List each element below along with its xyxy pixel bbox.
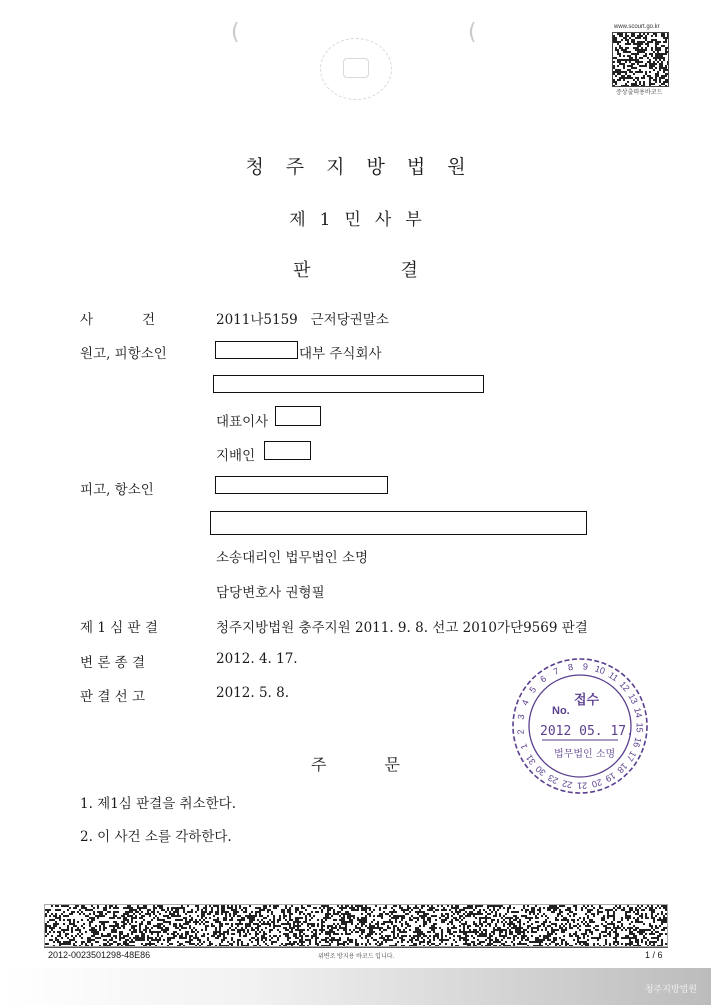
stamp-ring-number: 7 (551, 665, 561, 677)
stamp-ring-number: 5 (527, 684, 539, 695)
redaction-box (215, 476, 388, 494)
redaction-box (275, 406, 321, 426)
redaction-box (213, 375, 484, 393)
order-title-left: 주 (311, 755, 327, 774)
closing-label: 변 론 종 결 (80, 655, 146, 671)
judgment-title-right: 결 (400, 260, 418, 281)
stamp-firm: 법무법인 소명 (554, 749, 616, 760)
first-instance-label: 제 1 심 판 결 (80, 620, 158, 636)
stamp-ring-number: 18 (615, 760, 630, 776)
stamp-ring-number: 6 (538, 673, 549, 685)
defendant-lawyer: 담당변호사 권형필 (216, 585, 325, 601)
stamp-ring-number: 31 (523, 752, 538, 767)
stamp-ring-number: 3 (515, 713, 527, 721)
redaction-box (210, 511, 587, 535)
court-name: 청주지방법원 (245, 156, 488, 178)
barcode-pattern (45, 905, 668, 947)
page-number: 1 / 6 (645, 950, 663, 960)
representative-label: 대표이사 (216, 414, 269, 430)
barcode-note: 위변조 방지용 바코드 입니다. (318, 954, 395, 960)
redaction-box (264, 441, 311, 460)
defendant-attorney: 소송대리인 법무법인 소명 (216, 550, 369, 566)
stamp-date: 2012 05. 17. (540, 724, 634, 739)
plaintiff-label: 원고, 피항소인 (80, 346, 167, 362)
judgment-title (0, 256, 711, 282)
case-label-a: 사 (80, 312, 94, 328)
receipt-stamp (510, 656, 650, 796)
bottom-band (0, 968, 711, 1005)
division-name: 제1민사부 (289, 210, 436, 230)
qr-pattern (613, 33, 668, 86)
judgment-title-left: 판 (293, 260, 311, 281)
scan-mark-right: ( (468, 20, 477, 45)
plaintiff-name-suffix: 대부 주식회사 (299, 346, 382, 362)
order-item-1: 1. 제1심 판결을 취소한다. (80, 796, 237, 812)
stamp-ring-number: 4 (519, 698, 531, 707)
qr-label: 증상출력용바코드 (616, 90, 663, 96)
stamp-ring-number: 21 (576, 780, 588, 791)
first-instance-value: 청주지방법원 충주지원 2011. 9. 8. 선고 2010가단9569 판결 (216, 620, 588, 636)
stamp-ring-number: 17 (624, 749, 639, 764)
scan-mark-left: ( (231, 20, 240, 45)
case-number: 2011나5159 근저당권말소 (216, 312, 389, 328)
stamp-ring-number: 14 (632, 706, 645, 719)
order-title-right: 문 (384, 755, 400, 774)
stamp-ring-number: 1 (518, 742, 530, 751)
document-id: 2012-0023501298-48E86 (48, 950, 151, 960)
stamp-ring-number: 12 (617, 679, 632, 694)
court-url: www.scourt.go.kr (614, 24, 660, 30)
stamp-ring-number: 8 (567, 661, 574, 673)
defendant-label: 피고, 항소인 (80, 482, 154, 498)
stamp-ring-number: 19 (603, 770, 618, 785)
qr-code (612, 32, 669, 87)
footer-court-name: 청주지방법원 (644, 984, 697, 994)
faint-court-seal-center (343, 58, 369, 78)
stamp-ring-number: 20 (590, 776, 604, 790)
redaction-box (215, 341, 298, 359)
stamp-ring-number: 23 (546, 772, 560, 786)
case-label-b: 건 (142, 312, 156, 328)
stamp-ring-number: 2 (515, 728, 526, 735)
stamp-no-label: No. (552, 705, 570, 717)
closing-date: 2012. 4. 17. (216, 651, 298, 667)
stamp-ring-number: 10 (593, 663, 607, 677)
pronouncement-date: 2012. 5. 8. (216, 685, 289, 701)
stamp-ring-number: 22 (561, 778, 574, 791)
stamp-receipt: 접수 (574, 693, 600, 708)
stamp-ring-number: 9 (582, 661, 589, 672)
manager-label: 지배인 (216, 448, 256, 464)
stamp-ring-number: 30 (533, 763, 548, 778)
pronouncement-label: 판 결 선 고 (80, 689, 146, 705)
stamp-ring-number: 11 (606, 669, 621, 684)
order-item-2: 2. 이 사건 소를 각하한다. (80, 829, 232, 845)
stamp-ring-number: 16 (631, 736, 644, 749)
footer-divider (44, 947, 668, 948)
stamp-ring-number: 13 (626, 691, 640, 706)
anti-forgery-barcode (44, 904, 668, 947)
stamp-ring-number: 15 (634, 722, 645, 733)
